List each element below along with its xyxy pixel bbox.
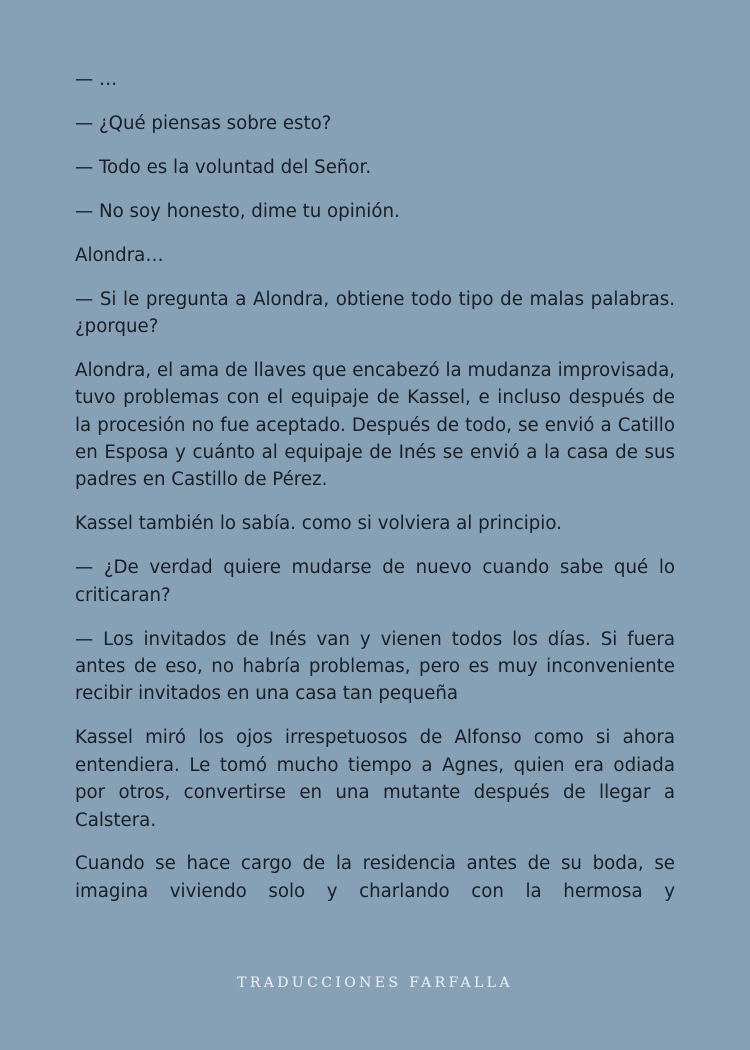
paragraph-5: Alondra…: [75, 244, 164, 266]
page-body: [75, 66, 675, 922]
paragraph-8: Kassel también lo sabía. como si volviera al principio.: [75, 513, 562, 535]
paragraph-1: — …: [75, 69, 118, 90]
paragraph-6: — Si le pregunta a Alondra, obtiene todo tipo de malas palabras. ¿porque?: [75, 288, 675, 337]
paragraph-4: — No soy honesto, dime tu opinión.: [75, 200, 400, 222]
paragraph-9: — ¿De verdad quiere mudarse de nuevo cuando sabe qué lo criticaran?: [75, 557, 675, 606]
paragraph-3: — Todo es la voluntad del Señor.: [75, 156, 372, 178]
footer-credit: TRADUCCIONES FARFALLA: [237, 975, 513, 991]
paragraph-12: Cuando se hace cargo de la residencia antes de su boda, se imagina viviendo solo y charlando con la hermosa y: [75, 853, 675, 902]
paragraph-11: Kassel miró los ojos irrespetuosos de Alfonso como si ahora entendiera. Le tomó mucho tiempo a Agnes, quien era odiada por otros, convertirse en una mutante después de llegar a Calstera.: [75, 727, 675, 831]
paragraph-2: — ¿Qué piensas sobre esto?: [75, 112, 332, 134]
paragraph-7: Alondra, el ama de llaves que encabezó la mudanza improvisada, tuvo problemas con el equipaje de Kassel, e incluso después de la procesión no fue aceptado. Después de todo, se envió a Catillo en Esposa y cuánto al equipaje de Inés se envió a la casa de sus padres en Castillo de Pérez.: [75, 359, 675, 491]
paragraph-10: — Los invitados de Inés van y vienen todos los días. Si fuera antes de eso, no habría problemas, pero es muy inconveniente recibir invitados en una casa tan pequeña: [75, 628, 675, 705]
